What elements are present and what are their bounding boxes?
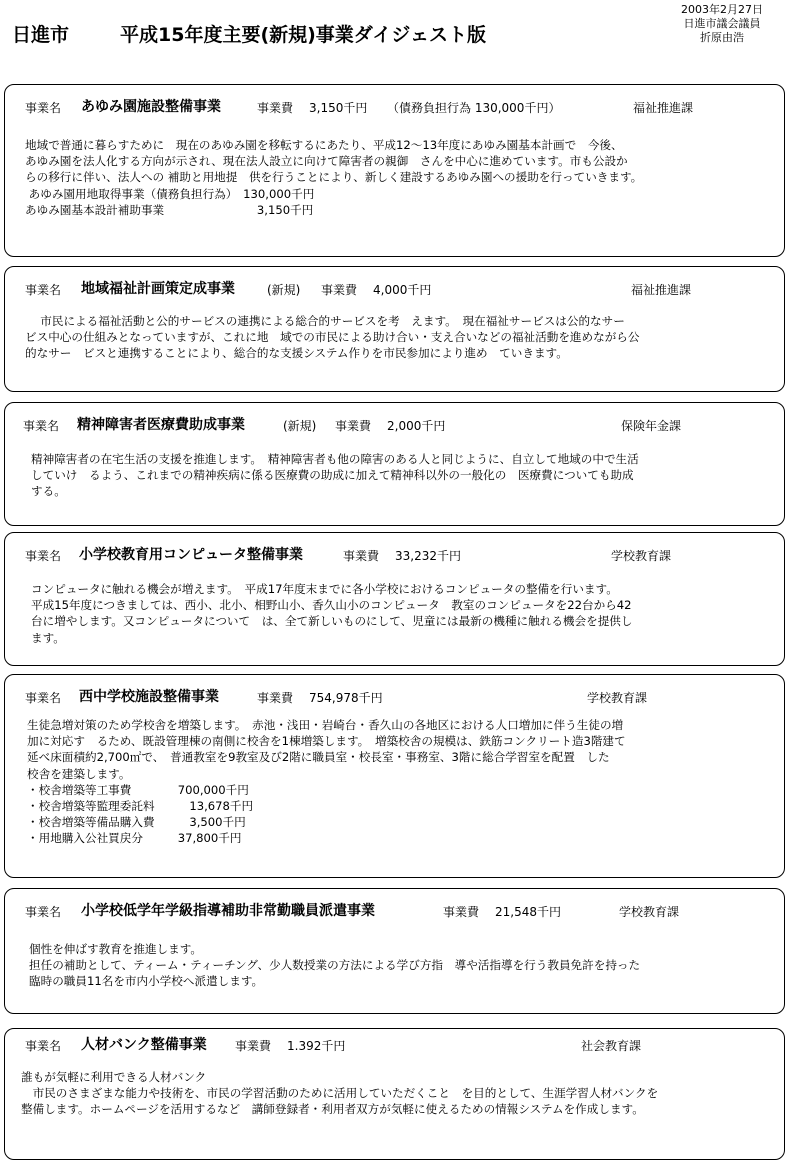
project-description: 精神障害者の在宅生活の支援を推進します。 精神障害者も他の障害のある人と同じように、自立して地域の中で生活 していけ るよう、これまでの精神疾病に係る医療費の助成に加えて精神科以外の一般化の 医療費についても助成 する。 <box>31 452 639 499</box>
project-label: 事業名 <box>25 691 62 705</box>
project-cost: 4,000千円 <box>373 283 432 297</box>
page-title: 平成15年度主要(新規)事業ダイジェスト版 <box>120 24 487 46</box>
project-department: 学校教育課 <box>619 905 680 919</box>
project-card <box>4 402 785 526</box>
project-card <box>4 888 785 1014</box>
author-name: 折原由浩 <box>700 31 744 44</box>
project-department: 社会教育課 <box>581 1039 642 1053</box>
project-description: 生徒急増対策のため学校舎を増築します。 赤池・浅田・岩崎台・香久山の各地区における人口増加に伴う生徒の増 加に対応す るため、既設管理棟の南側に校舎を1棟増築します。 増築校舎の規模は、鉄筋コンクリート造3階建て 延べ床面積約2,700㎡で、 普通教室を9教室及び2階に職員室・校長室・事務室、3階に総合学習室を配置 した 校舎を建築します。 ・校舎増築等工事費 700,000千円 ・校舎増築等監理委託料 13,678千円 ・校舎増築等備品購入費 3,500千円 ・用地購入公社買戻分 37,800千円 <box>27 718 626 846</box>
project-name: 西中学校施設整備事業 <box>79 689 219 705</box>
project-heading <box>5 543 784 565</box>
project-label: 事業名 <box>25 905 62 919</box>
project-name: 精神障害者医療費助成事業 <box>77 417 245 433</box>
project-label: 事業名 <box>25 283 62 297</box>
project-heading <box>5 413 784 435</box>
document-date: 2003年2月27日 <box>681 3 763 16</box>
cost-label: 事業費 <box>335 419 372 433</box>
project-cost: 21,548千円 <box>495 905 561 919</box>
project-description: 地域で普通に暮らすために 現在のあゆみ園を移転するにあたり、平成12～13年度にあゆみ園基本計画で 今後、 あゆみ園を法人化する方向が示され、現在法人設立に向けて障害者の親御 さんを中心に進めています。市も公設か らの移行に伴い、法人への 補助と用地提 供を行うことにより、新しく建設するあゆみ園への援助を行っていきます。 あゆみ園用地取得事業（債務負担行為） 130,000千円 あゆみ園基本設計補助事業 3,150千円 <box>25 138 643 217</box>
cost-label: 事業費 <box>443 905 480 919</box>
project-label: 事業名 <box>25 549 62 563</box>
project-cost: 33,232千円 <box>395 549 461 563</box>
project-card <box>4 674 785 878</box>
project-cost: 2,000千円 <box>387 419 446 433</box>
project-heading <box>5 277 784 299</box>
project-label: 事業名 <box>25 1039 62 1053</box>
project-heading <box>5 899 784 921</box>
project-card <box>4 1028 785 1160</box>
cost-label: 事業費 <box>321 283 358 297</box>
author-block <box>662 3 782 45</box>
cost-label: 事業費 <box>257 691 294 705</box>
project-new-tag: (新規) <box>267 283 301 297</box>
author-role: 日進市議会議員 <box>683 17 761 30</box>
city-name: 日進市 <box>12 24 70 46</box>
project-heading <box>5 1033 784 1055</box>
project-extra: （債務負担行為 130,000千円） <box>387 101 561 115</box>
project-department: 福祉推進課 <box>631 283 692 297</box>
project-name: 小学校教育用コンピュータ整備事業 <box>79 547 303 563</box>
project-heading <box>5 685 784 707</box>
project-name: 人材バンク整備事業 <box>81 1037 207 1053</box>
project-heading <box>5 95 784 117</box>
project-label: 事業名 <box>25 101 62 115</box>
project-department: 学校教育課 <box>587 691 648 705</box>
project-description: コンピュータに触れる機会が増えます。 平成17年度末までに各小学校におけるコンピュータの整備を行います。 平成15年度につきましては、西小、北小、相野山小、香久山小のコンピュータ 教室のコンピュータを22台から42 台に増やします。又コンピュータについて は、全て新しいものにして、児童には最新の機種に触れる機会を提供し ます。 <box>31 582 633 645</box>
project-card <box>4 532 785 666</box>
cost-label: 事業費 <box>257 101 294 115</box>
project-cost: 3,150千円 <box>309 101 368 115</box>
project-department: 福祉推進課 <box>633 101 694 115</box>
cost-label: 事業費 <box>235 1039 272 1053</box>
project-new-tag: (新規) <box>283 419 317 433</box>
project-label: 事業名 <box>23 419 60 433</box>
project-card <box>4 266 785 392</box>
project-cost: 754,978千円 <box>309 691 383 705</box>
project-name: 小学校低学年学級指導補助非常勤職員派遣事業 <box>81 903 375 919</box>
project-name: 地域福祉計画策定成事業 <box>81 281 235 297</box>
project-cost: 1.392千円 <box>287 1039 346 1053</box>
project-description: 誰もが気軽に利用できる人材バンク 市民のさまざまな能力や技術を、市民の学習活動のために活用していただくこと を目的として、生涯学習人材バンクを 整備します。ホームページを活用するなど 講師登録者・利用者双方が気軽に使えるための情報システムを作成します。 <box>21 1070 659 1117</box>
project-name: あゆみ園施設整備事業 <box>81 99 221 115</box>
project-department: 学校教育課 <box>611 549 672 563</box>
project-description: 市民による福祉活動と公的サービスの連携による総合的サービスを考 えます。 現在福祉サービスは公的なサー ビス中心の仕組みとなっていますが、これに地 域での市民による助け合い・支え合いなどの福祉活動を進めながら公 的なサー ビスと連携することにより、総合的な支援システム作りを市民参加により進め ていきます。 <box>25 314 640 361</box>
cost-label: 事業費 <box>343 549 380 563</box>
project-card <box>4 84 785 257</box>
project-department: 保険年金課 <box>621 419 682 433</box>
project-description: 個性を伸ばす教育を推進します。 担任の補助として、ティーム・ティーチング、少人数授業の方法による学び方指 導や活指導を行う教員免許を持った 臨時の職員11名を市内小学校へ派遣します。 <box>29 942 641 989</box>
